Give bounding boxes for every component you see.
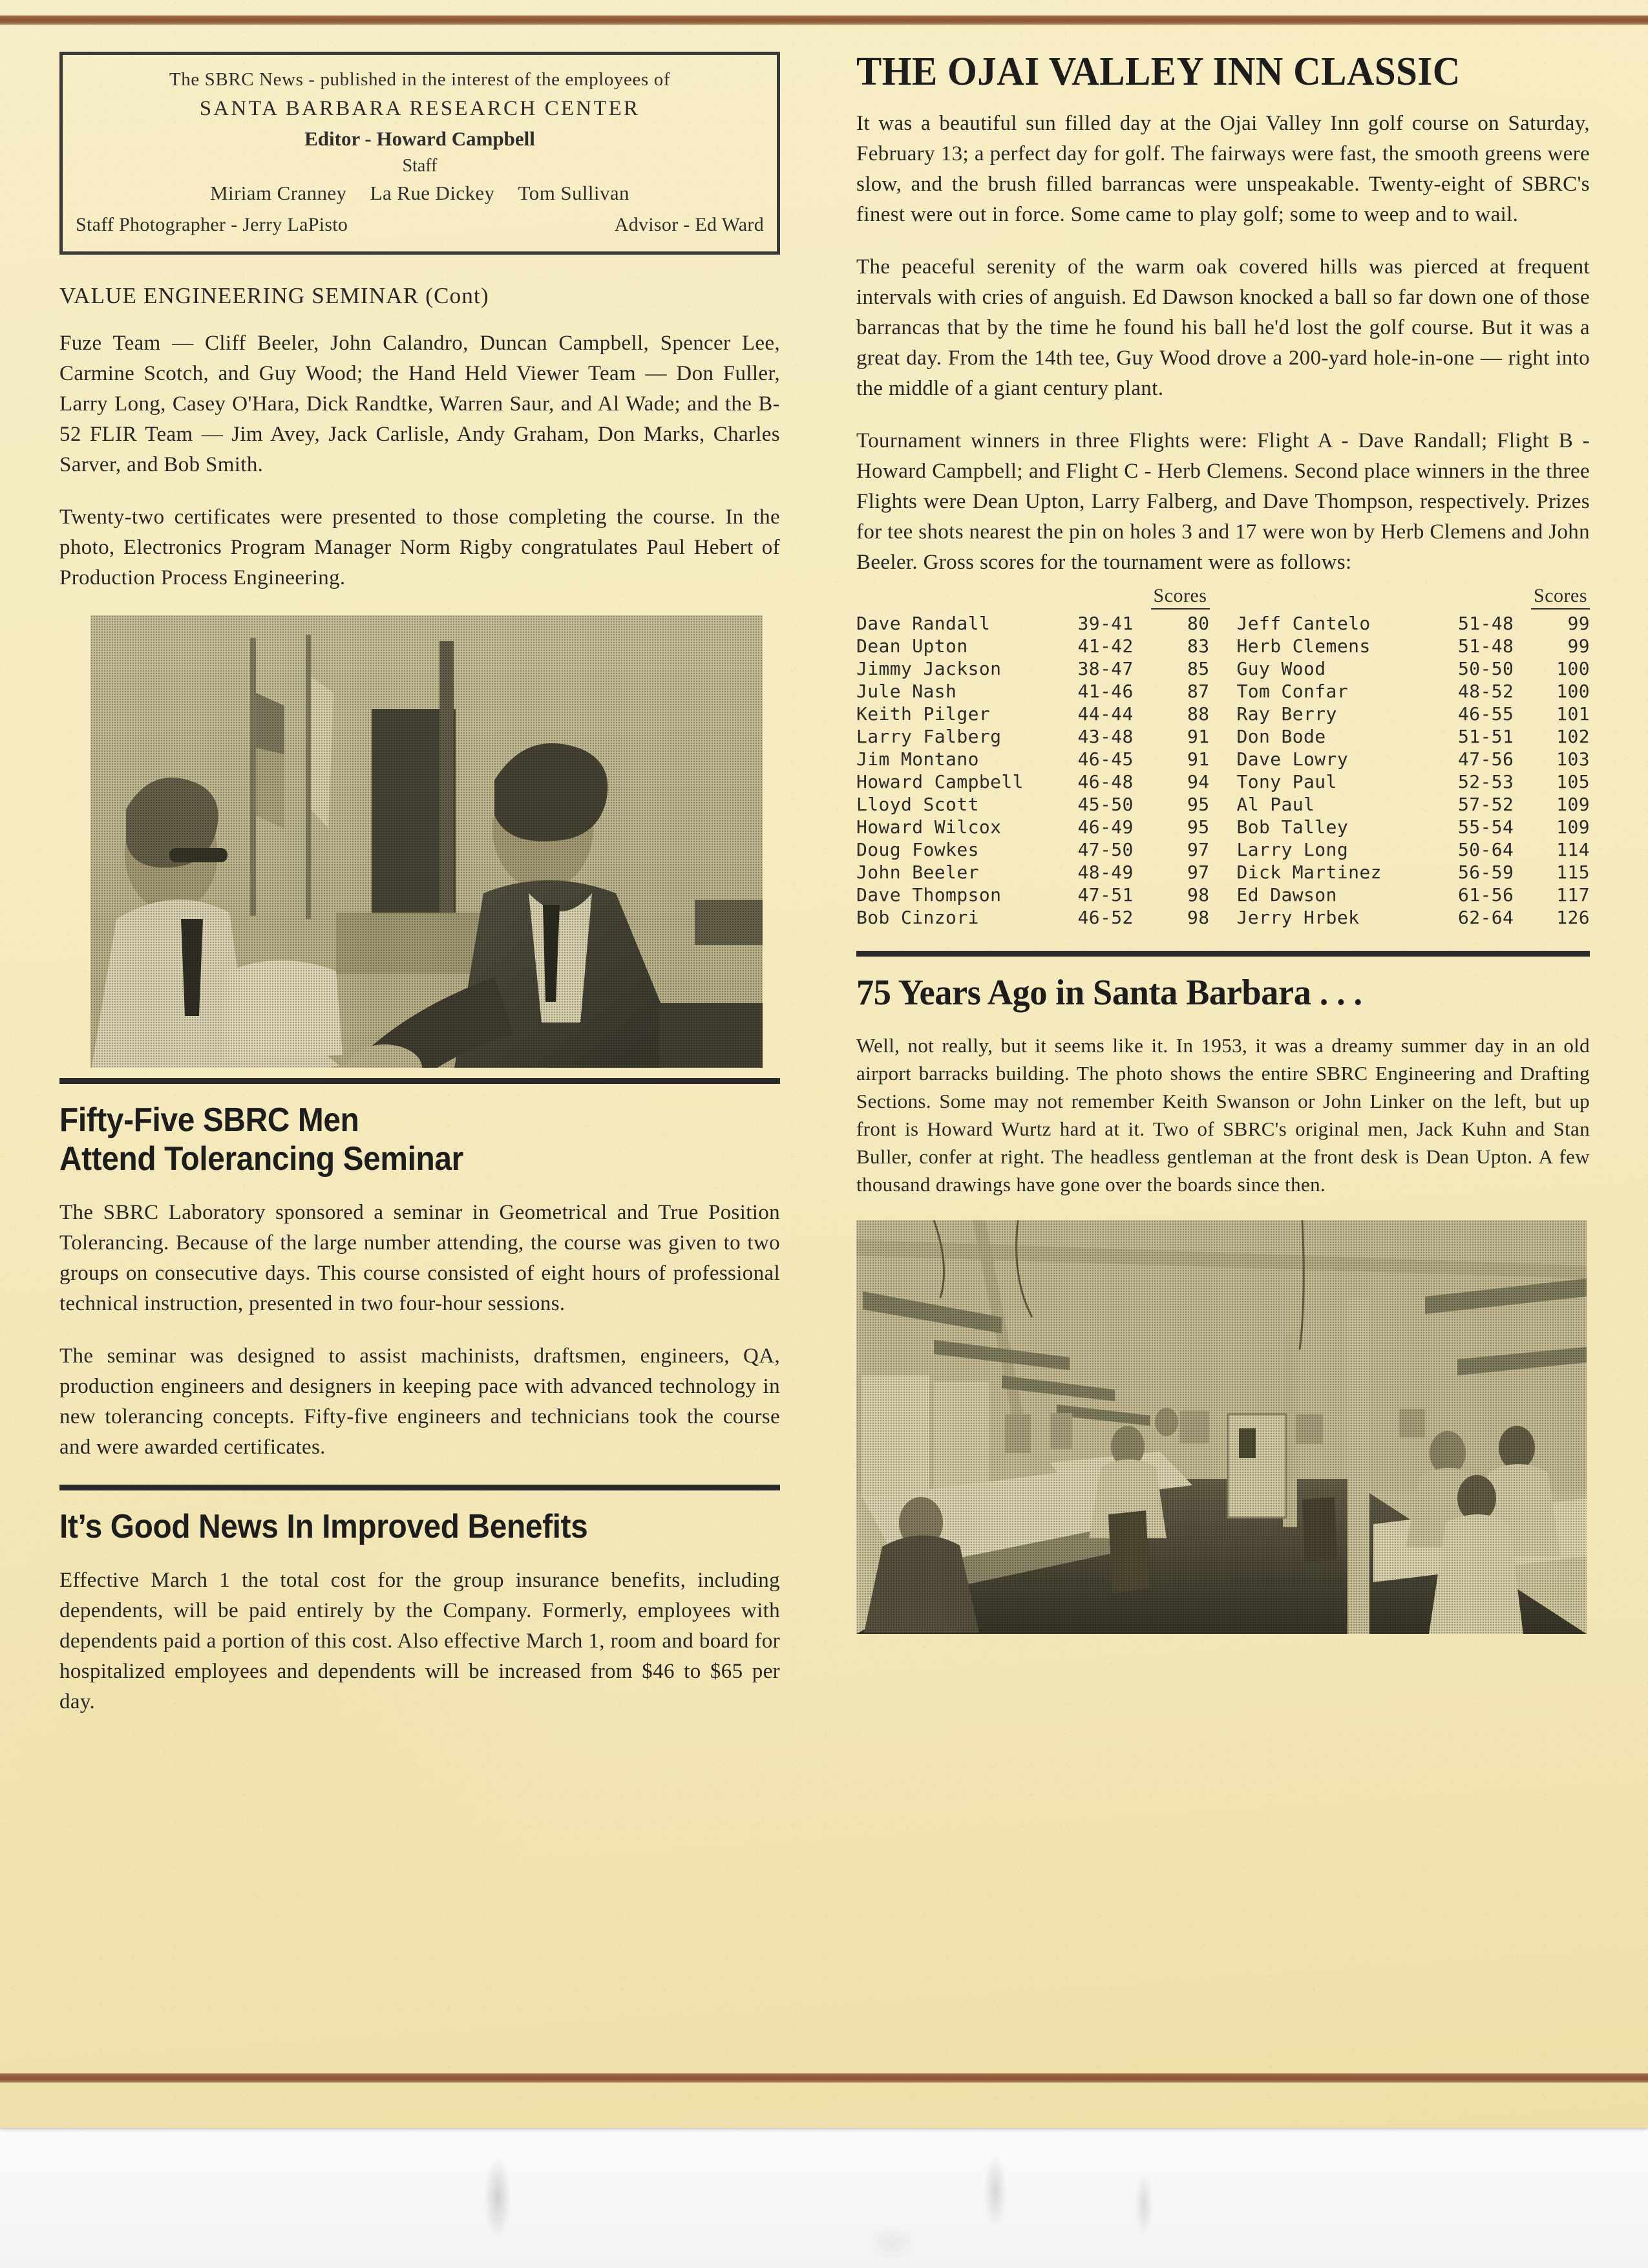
player-total-score: 91 — [1187, 726, 1210, 747]
ojai-headline: THE OJAI VALLEY INN CLASSIC — [856, 50, 1461, 94]
value-engineering-body — [59, 328, 780, 593]
table-row — [1237, 748, 1590, 770]
player-total-score: 91 — [1187, 748, 1210, 770]
player-name: Dave Randall — [856, 613, 991, 634]
paragraph: Twenty-two certificates were presented to those completing the course. In the photo, Electronics Program Manager Norm Rigby congratulates Paul Hebert of Production Process Engineering. — [59, 505, 780, 589]
scores-rows-right — [1237, 612, 1590, 929]
table-row — [1237, 838, 1590, 861]
handshake-photo — [90, 615, 763, 1068]
masthead-staff-names — [76, 182, 764, 205]
player-name: Jule Nash — [856, 681, 957, 702]
paragraph: The seminar was designed to assist machinists, draftsmen, engineers, QA, production engineers and designers in keeping pace with advanced technology in new tolerancing concepts. Fifty-five engineers and technicians took the course and were awarded certificates. — [59, 1344, 780, 1459]
player-total-score: 95 — [1187, 816, 1210, 838]
section-divider — [59, 1485, 780, 1490]
player-name: Don Bode — [1236, 726, 1326, 747]
table-row — [1237, 816, 1590, 838]
player-name: Al Paul — [1236, 794, 1315, 815]
player-total-score: 99 — [1567, 613, 1590, 634]
table-row — [856, 657, 1210, 680]
drafting-room-photo — [856, 1220, 1587, 1634]
paragraph: It was a beautiful sun filled day at the Ojai Valley Inn golf course on Saturday, February 13; a perfect day for golf. The fairways were fast, the smooth greens were slow, and the brush filled barrancas were unspeakable. Twenty-eight of SBRC's finest were out in force. Some came to play golf; some to weep and to wail. — [856, 112, 1590, 226]
player-total-score: 114 — [1556, 839, 1590, 860]
tolerancing-headline — [59, 1101, 723, 1178]
player-name: Larry Falberg — [856, 726, 1002, 747]
player-total-score: 80 — [1187, 613, 1210, 634]
section-divider — [856, 951, 1590, 957]
player-round-split: 46-48 — [1077, 771, 1134, 792]
player-total-score: 100 — [1556, 658, 1590, 679]
player-total-score: 94 — [1187, 771, 1210, 792]
player-round-split: 47-56 — [1458, 748, 1514, 770]
masthead-advisor: Advisor - Ed Ward — [614, 214, 764, 235]
table-row — [1237, 657, 1590, 680]
player-total-score: 100 — [1556, 681, 1590, 702]
player-name: Lloyd Scott — [856, 794, 979, 815]
player-name: Tom Confar — [1236, 681, 1349, 702]
player-round-split: 57-52 — [1458, 794, 1514, 815]
table-row — [856, 635, 1210, 657]
player-total-score: 115 — [1556, 862, 1590, 883]
player-name: Ed Dawson — [1236, 884, 1337, 906]
player-round-split: 51-48 — [1458, 635, 1514, 657]
paragraph: Tournament winners in three Flights were: Flight A - Dave Randall; Flight B - Howard Campbell; and Flight C - Herb Clemens. Second place winners in the three Flights were Dean Upton, Larry Falberg, and Dave Thompson, respectively. Prizes for tee shots nearest the pin on holes 3 and 17 were won by Herb Clemens and John Beeler. Gross scores for the tournament were as follows: — [856, 429, 1590, 574]
scores-header-right — [1237, 584, 1590, 609]
staff-name: Tom Sullivan — [518, 182, 629, 204]
player-total-score: 87 — [1187, 681, 1210, 702]
player-total-score: 99 — [1567, 635, 1590, 657]
player-round-split: 46-52 — [1077, 907, 1134, 928]
player-name: Howard Wilcox — [856, 816, 1002, 838]
table-row — [1237, 680, 1590, 703]
player-round-split: 52-53 — [1458, 771, 1514, 792]
player-total-score: 105 — [1556, 771, 1590, 792]
table-row — [1237, 793, 1590, 816]
player-round-split: 47-50 — [1077, 839, 1134, 860]
player-round-split: 50-50 — [1458, 658, 1514, 679]
player-total-score: 102 — [1556, 726, 1590, 747]
player-total-score: 97 — [1187, 862, 1210, 883]
player-total-score: 126 — [1556, 907, 1590, 928]
player-round-split: 47-51 — [1077, 884, 1134, 906]
player-name: Ray Berry — [1236, 703, 1337, 725]
player-total-score: 98 — [1187, 884, 1210, 906]
benefits-body — [59, 1565, 780, 1717]
table-row — [856, 703, 1210, 725]
table-row — [1237, 635, 1590, 657]
paragraph: Well, not really, but it seems like it. In 1953, it was a dreamy summer day in an old airport barracks building. The photo shows the entire SBRC Engineering and Drafting Sections. Some may not remember Keith Swanson or John Linker on the left, but up front is Howard Wurtz hard at it. Two of SBRC's original men, Jack Kuhn and Stan Buller, confer at right. The headless gentleman at the front desk is Dean Upton. A few thousand drawings have gone over the boards since then. — [856, 1034, 1590, 1196]
player-round-split: 46-55 — [1458, 703, 1514, 725]
masthead-editor: Editor - Howard Campbell — [304, 127, 535, 150]
player-round-split: 41-42 — [1077, 635, 1134, 657]
paragraph: Fuze Team — Cliff Beeler, John Calandro, Duncan Campbell, Spencer Lee, Carmine Scotch, and Guy Wood; the Hand Held Viewer Team — Don Fuller, Larry Long, Casey O'Hara, Dick Randtke, Warren Saur, and Al Wade; and the B-52 FLIR Team — Jim Avey, Jack Carlisle, Andy Graham, Don Marks, Charles Sarver, and Bob Smith. — [59, 332, 780, 476]
seventyfive-headline: 75 Years Ago in Santa Barbara . . . — [856, 973, 1362, 1013]
player-name: Herb Clemens — [1236, 635, 1371, 657]
top-brown-rule — [0, 16, 1648, 25]
table-row — [1237, 884, 1590, 906]
player-total-score: 109 — [1556, 816, 1590, 838]
right-column — [856, 52, 1590, 1634]
table-row — [856, 861, 1210, 884]
table-row — [856, 838, 1210, 861]
table-row — [856, 884, 1210, 906]
masthead-box — [59, 52, 780, 255]
player-name: Tony Paul — [1236, 771, 1337, 792]
player-round-split: 51-48 — [1458, 613, 1514, 634]
left-column — [59, 52, 780, 1739]
masthead-tagline: The SBRC News - published in the interest of the employees of — [169, 69, 671, 90]
player-total-score: 103 — [1556, 748, 1590, 770]
staff-name: Miriam Cranney — [210, 182, 347, 204]
table-row — [856, 816, 1210, 838]
scores-rows-left — [856, 612, 1210, 929]
player-round-split: 48-49 — [1077, 862, 1134, 883]
paragraph: Effective March 1 the total cost for the group insurance benefits, including dependents, will be paid entirely by the Company. Formerly, employees with dependents paid a portion of this cost. Also effective March 1, room and board for hospitalized employees and dependents will be increased from $46 to $65 per day. — [59, 1569, 780, 1713]
player-name: Dean Upton — [856, 635, 968, 657]
benefits-headline: It’s Good News In Improved Benefits — [59, 1508, 588, 1545]
scores-column-right — [1237, 584, 1590, 929]
masthead-organization: SANTA BARBARA RESEARCH CENTER — [199, 97, 640, 120]
scores-header-label: Scores — [1531, 584, 1590, 609]
tolerancing-headline-line1: Fifty-Five SBRC Men — [59, 1101, 359, 1139]
player-total-score: 109 — [1556, 794, 1590, 815]
player-total-score: 88 — [1187, 703, 1210, 725]
tolerancing-body — [59, 1198, 780, 1463]
player-total-score: 97 — [1187, 839, 1210, 860]
player-name: Doug Fowkes — [856, 839, 979, 860]
player-round-split: 41-46 — [1077, 681, 1134, 702]
table-row — [856, 793, 1210, 816]
drafting-room-photo-image — [856, 1220, 1587, 1634]
section-divider — [59, 1078, 780, 1084]
player-name: Howard Campbell — [856, 771, 1024, 792]
player-name: Dave Thompson — [856, 884, 1002, 906]
player-name: Jeff Cantelo — [1236, 613, 1371, 634]
player-total-score: 117 — [1556, 884, 1590, 906]
player-round-split: 39-41 — [1077, 613, 1134, 634]
table-row — [1237, 725, 1590, 748]
table-row — [856, 748, 1210, 770]
seventyfive-body — [856, 1032, 1590, 1198]
player-total-score: 98 — [1187, 907, 1210, 928]
player-name: Guy Wood — [1236, 658, 1326, 679]
staff-name: La Rue Dickey — [370, 182, 495, 204]
player-round-split: 51-51 — [1458, 726, 1514, 747]
player-round-split: 50-64 — [1458, 839, 1514, 860]
scores-column-left — [856, 584, 1210, 929]
player-round-split: 55-54 — [1458, 816, 1514, 838]
masthead-staff-label: Staff — [402, 156, 438, 176]
player-name: Jerry Hrbek — [1236, 907, 1360, 928]
player-name: Bob Cinzori — [856, 907, 979, 928]
player-round-split: 45-50 — [1077, 794, 1134, 815]
player-total-score: 95 — [1187, 794, 1210, 815]
table-row — [1237, 861, 1590, 884]
table-row — [856, 770, 1210, 793]
bottom-brown-rule — [0, 2073, 1648, 2083]
player-round-split: 46-49 — [1077, 816, 1134, 838]
paragraph: The peaceful serenity of the warm oak covered hills was pierced at frequent intervals with cries of anguish. Ed Dawson knocked a ball so far down one of those barrancas that by the time he found his ball he'd lost the golf course. But it was a great day. From the 14th tee, Guy Wood drove a 200-yard hole-in-one — right into the middle of a giant century plant. — [856, 255, 1590, 400]
scores-header-label: Scores — [1151, 584, 1210, 609]
tolerancing-headline-line2: Attend Tolerancing Seminar — [59, 1140, 463, 1178]
value-engineering-heading: VALUE ENGINEERING SEMINAR (Cont) — [59, 283, 489, 308]
player-round-split: 62-64 — [1458, 907, 1514, 928]
player-round-split: 61-56 — [1458, 884, 1514, 906]
table-row — [1237, 906, 1590, 929]
table-row — [856, 612, 1210, 635]
player-round-split: 38-47 — [1077, 658, 1134, 679]
player-round-split: 43-48 — [1077, 726, 1134, 747]
player-total-score: 83 — [1187, 635, 1210, 657]
player-total-score: 85 — [1187, 658, 1210, 679]
table-row — [1237, 770, 1590, 793]
player-name: John Beeler — [856, 862, 979, 883]
player-round-split: 44-44 — [1077, 703, 1134, 725]
table-row — [856, 906, 1210, 929]
player-name: Keith Pilger — [856, 703, 991, 725]
scores-header-left — [856, 584, 1210, 609]
player-name: Jim Montano — [856, 748, 979, 770]
masthead-photographer: Staff Photographer - Jerry LaPisto — [76, 214, 348, 235]
table-row — [856, 680, 1210, 703]
paragraph: The SBRC Laboratory sponsored a seminar in Geometrical and True Position Tolerancing. Because of the large number attending, the course was given to two groups on consecutive days. This course consisted of eight hours of professional technical instruction, presented in two four-hour sessions. — [59, 1201, 780, 1315]
ojai-body — [856, 109, 1590, 578]
player-name: Dave Lowry — [1236, 748, 1349, 770]
golf-scores-table — [856, 584, 1590, 929]
player-name: Dick Martinez — [1236, 862, 1382, 883]
player-name: Larry Long — [1236, 839, 1349, 860]
table-row — [1237, 703, 1590, 725]
player-round-split: 48-52 — [1458, 681, 1514, 702]
player-round-split: 46-45 — [1077, 748, 1134, 770]
player-name: Bob Talley — [1236, 816, 1349, 838]
masthead-credits — [76, 214, 764, 236]
table-row — [1237, 612, 1590, 635]
player-round-split: 56-59 — [1458, 862, 1514, 883]
table-row — [856, 725, 1210, 748]
player-total-score: 101 — [1556, 703, 1590, 725]
player-name: Jimmy Jackson — [856, 658, 1002, 679]
handshake-photo-image — [90, 615, 763, 1068]
